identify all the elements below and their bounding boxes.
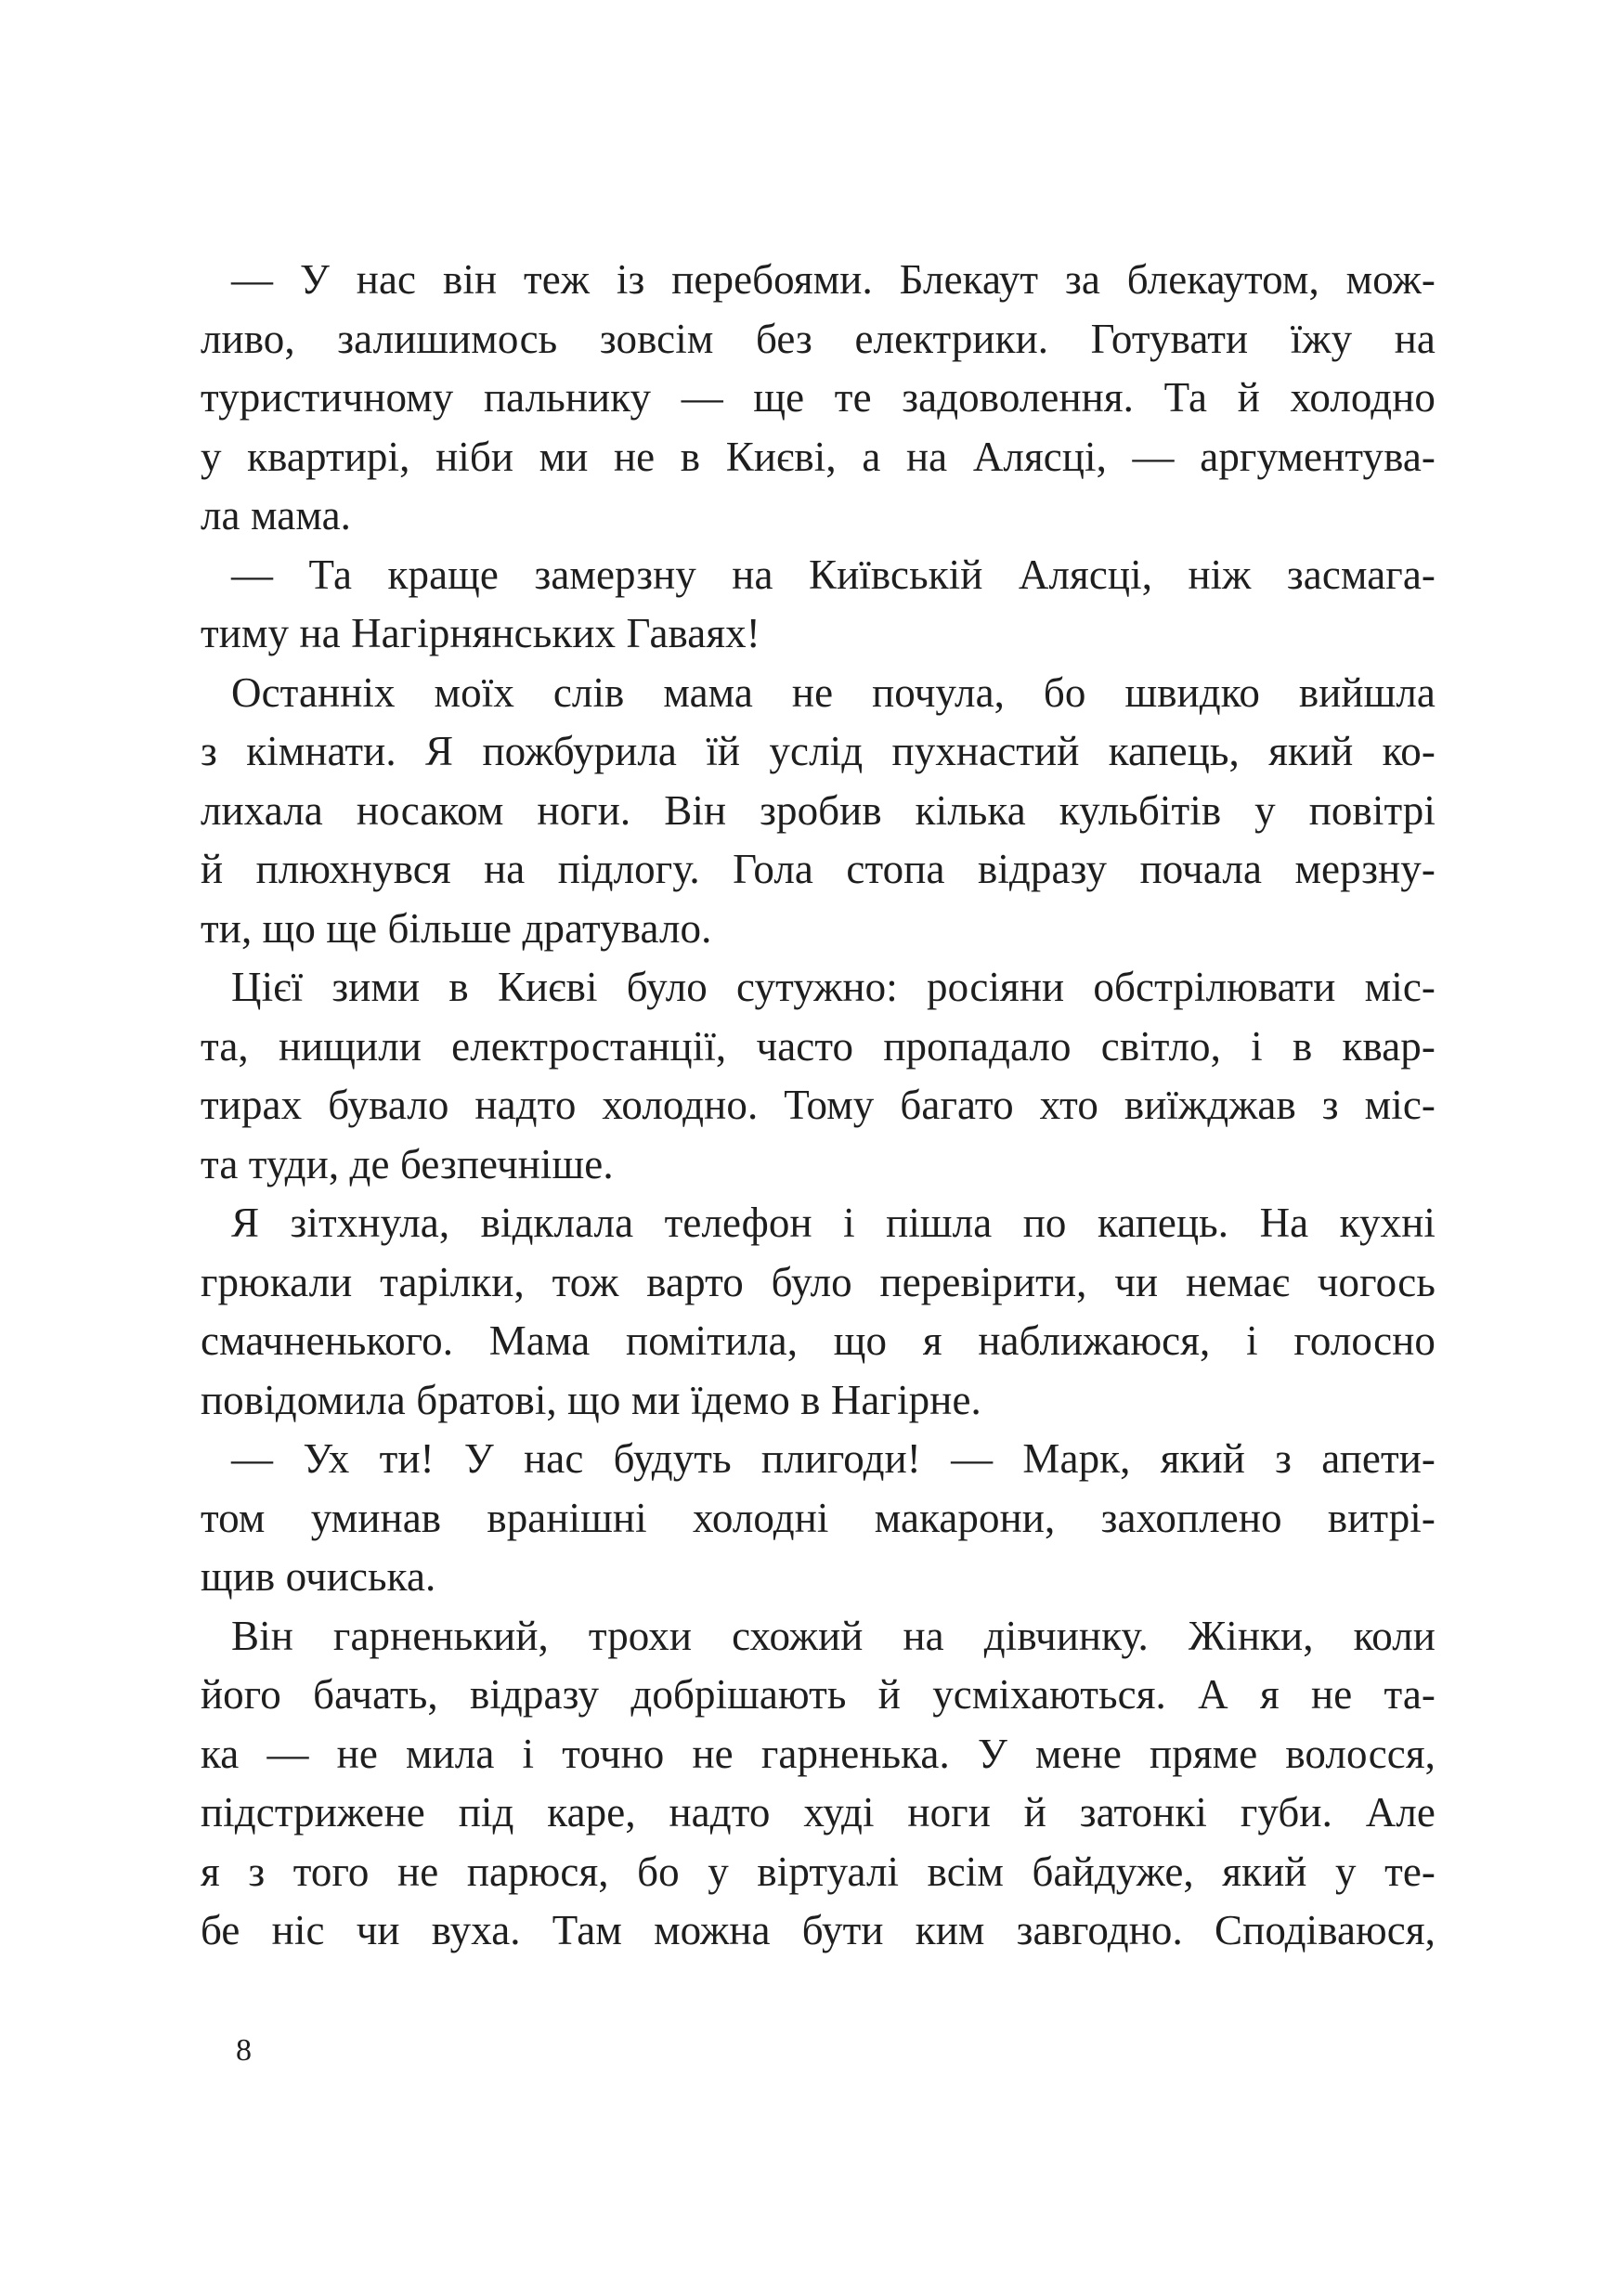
text-line: я з того не парюся, бо у віртуалі всім байдуже, який у те-	[201, 1848, 1436, 1895]
text-line: лихала носаком ноги. Він зробив кілька кульбітів у повітрі	[201, 786, 1436, 834]
text-line: з кімнати. Я пожбурила їй услід пухнастий капець, який ко-	[201, 728, 1436, 774]
paragraph	[201, 958, 1436, 1194]
paragraph	[201, 546, 1436, 664]
text-line: й плюхнувся на підлогу. Гола стопа відразу почала мерзну-	[201, 846, 1436, 892]
text-line: щив очиська.	[201, 1553, 436, 1600]
text-line: та туди, де безпечніше.	[201, 1140, 614, 1187]
paragraph	[201, 251, 1436, 546]
paragraph	[201, 664, 1436, 959]
text-line: — Ух ти! У нас будуть плигоди! — Марк, який з апети-	[231, 1435, 1436, 1482]
text-line: — У нас він теж із перебоями. Блекаут за блекаутом, мож-	[231, 256, 1436, 303]
text-line: ти, що ще більше дратувало.	[201, 904, 712, 952]
text-line: Він гарненький, трохи схожий на дівчинку. Жінки, коли	[231, 1612, 1436, 1659]
text-line: Цієї зими в Києві було сутужно: росіяни обстрілювати міс-	[231, 964, 1436, 1010]
paragraph	[201, 1194, 1436, 1430]
text-line: Я зітхнула, відклала телефон і пішла по капець. На кухні	[231, 1200, 1436, 1246]
text-line: та, нищили електростанції, часто пропадало світло, і в квар-	[201, 1022, 1436, 1070]
text-line: ливо, залишимось зовсім без електрики. Готувати їжу на	[201, 315, 1436, 362]
text-line: у квартирі, ніби ми не в Києві, а на Алясці, — аргументува-	[201, 433, 1436, 480]
text-line: — Та краще замерзну на Київській Алясці, ніж засмага-	[231, 551, 1436, 598]
text-line: бе ніс чи вуха. Там можна бути ким завгодно. Сподіваюся,	[201, 1907, 1436, 1953]
text-line: підстрижене під каре, надто худі ноги й затонкі губи. Але	[201, 1789, 1436, 1835]
text-line: його бачать, відразу добрішають й усміхаються. А я не та-	[201, 1671, 1436, 1718]
text-line: грюкали тарілки, тож варто було перевірити, чи немає чогось	[201, 1258, 1436, 1305]
text-line: тиму на Нагірнянських Гаваях!	[201, 610, 760, 656]
page-number: 8	[236, 2033, 252, 2068]
text-line: туристичному пальнику — ще те задоволення. Та й холодно	[201, 374, 1436, 421]
text-line: ла мама.	[201, 492, 352, 538]
text-line: смачненького. Мама помітила, що я наближаюся, і голосно	[201, 1317, 1436, 1364]
paragraph	[201, 1430, 1436, 1607]
page-text	[201, 251, 1436, 1961]
text-line: ка — не мила і точно не гарненька. У мене пряме волосся,	[201, 1730, 1436, 1777]
text-line: тирах бувало надто холодно. Тому багато хто виїжджав з міс-	[201, 1082, 1436, 1128]
paragraph	[201, 1607, 1436, 1961]
text-line: повідомила братові, що ми їдемо в Нагірне.	[201, 1376, 981, 1423]
text-line: Останніх моїх слів мама не почула, бо швидко вийшла	[231, 668, 1436, 716]
text-line: том уминав вранішні холодні макарони, захоплено витрі-	[201, 1494, 1436, 1541]
